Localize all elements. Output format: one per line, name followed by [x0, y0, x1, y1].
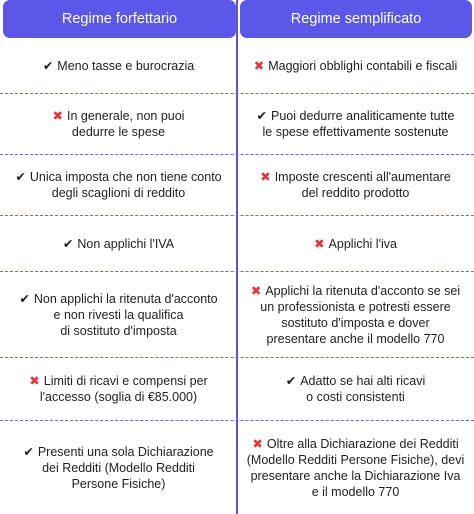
cross-icon: ✖ [252, 436, 263, 451]
cell-forfettario: ✖ In generale, non puoi dedurre le spese [52, 109, 185, 139]
header-regime-semplificato: Regime semplificato [240, 0, 472, 38]
table-row [0, 358, 474, 421]
check-icon: ✔ [23, 444, 34, 459]
cross-icon: ✖ [253, 58, 265, 73]
cell-semplificato: ✖ Maggiori obblighi contabili e fiscali [253, 58, 458, 73]
table-row [0, 94, 474, 155]
cell-semplificato: ✖ Applichi l'iva [314, 236, 397, 251]
cell-semplificato: ✔ Puoi dedurre analiticamente tutte le spese effettivamente sostenute [256, 109, 455, 139]
table-row [0, 421, 474, 514]
cell-forfettario: ✔ Non applichi la ritenuta d'acconto e non rivesti la qualifica di sostituto d'imposta [19, 291, 218, 338]
cross-icon: ✖ [250, 283, 262, 298]
cell-forfettario: ✔ Non applichi l'IVA [62, 236, 175, 251]
table-body [0, 38, 474, 514]
cell-forfettario: ✖ Limiti di ricavi e compensi per l'accesso (soglia di €85.000) [29, 374, 208, 404]
cell-semplificato: ✖ Imposte crescenti all'aumentare del reddito prodotto [260, 170, 451, 200]
header-regime-forfettario: Regime forfettario [3, 0, 236, 38]
table-row [0, 216, 474, 272]
cell-forfettario: ✔ Presenti una sola Dichiarazione dei Redditi (Modello Redditi Persone Fisiche) [23, 444, 214, 491]
check-icon: ✔ [19, 291, 30, 306]
check-icon: ✔ [256, 109, 268, 123]
table-row [0, 38, 474, 94]
cross-icon: ✖ [314, 236, 325, 251]
cell-forfettario: ✔ Meno tasse e burocrazia [42, 58, 195, 73]
cross-icon: ✖ [29, 374, 40, 388]
cell-semplificato: ✖ Oltre alla Dichiarazione dei Redditi (Modello Redditi Persone Fisiche), devi presentare anche la Dichiarazione Iva e il modello 770 [246, 436, 465, 499]
cell-forfettario: ✔ Unica imposta che non tiene conto degli scaglioni di reddito [15, 170, 222, 200]
table-row [0, 272, 474, 358]
cell-semplificato: ✖ Applichi la ritenuta d'acconto se sei un professionista e potresti essere sostituto d'imposta e dover presentare anche il modello 770 [250, 283, 461, 346]
check-icon: ✔ [15, 170, 26, 184]
check-icon: ✔ [62, 236, 74, 251]
cross-icon: ✖ [260, 170, 271, 184]
cross-icon: ✖ [52, 109, 63, 123]
table-row [0, 155, 474, 216]
check-icon: ✔ [285, 374, 297, 388]
check-icon: ✔ [42, 58, 54, 73]
cell-semplificato: ✔ Adatto se hai alti ricavi o costi consistenti [285, 374, 426, 404]
